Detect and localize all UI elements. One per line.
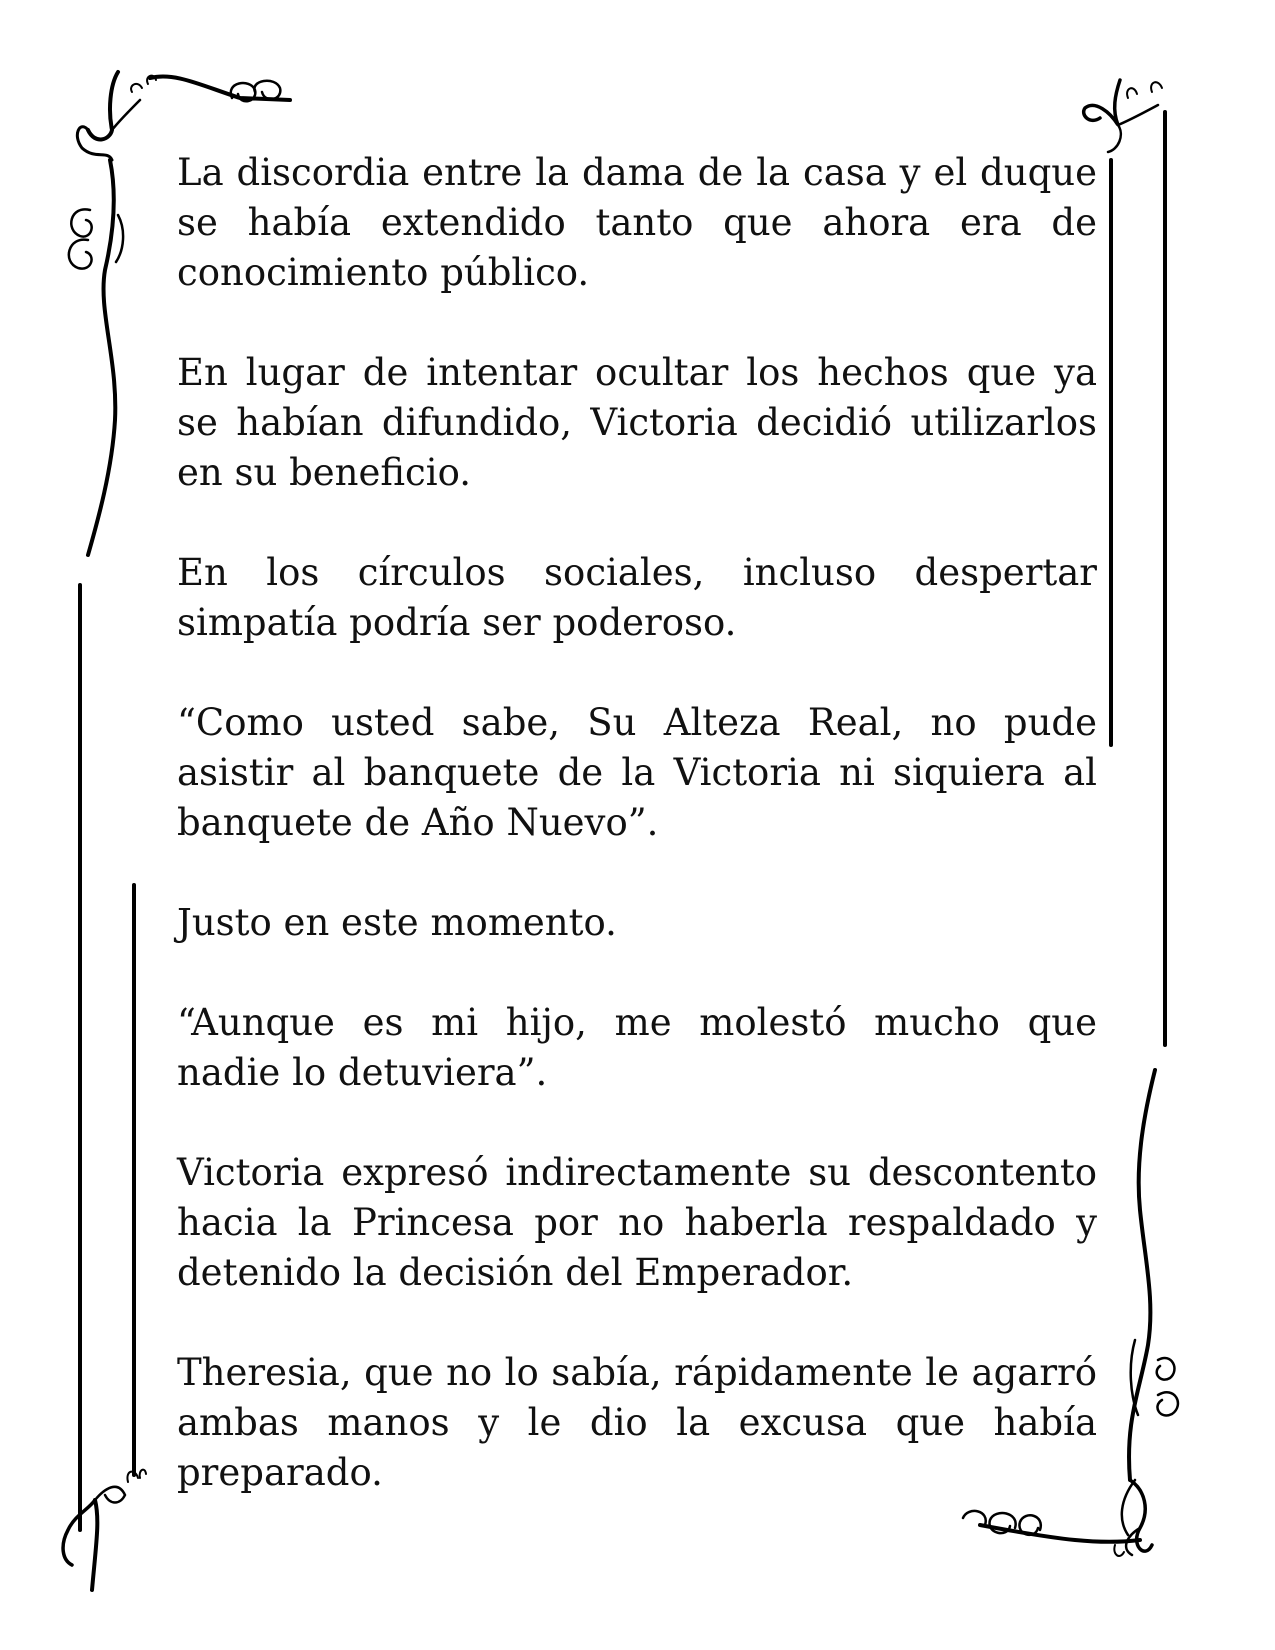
paragraph-1: La discordia entre la dama de la casa y el duque se había extendido tanto que ahora era de conocimiento público. bbox=[177, 151, 1097, 294]
paragraph-7: Victoria expresó indirectamente su descontento hacia la Princesa por no haberla respaldado y detenido la decisión del Emperador. bbox=[177, 1151, 1097, 1294]
paragraph-4: “Como usted sabe, Su Alteza Real, no pude asistir al banquete de la Victoria ni siquiera al banquete de Año Nuevo”. bbox=[177, 701, 1097, 844]
body-text bbox=[177, 148, 1097, 1548]
paragraph-6: “Aunque es mi hijo, me molestó mucho que nadie lo detuviera”. bbox=[177, 1001, 1097, 1094]
paragraph-8: Theresia, que no lo sabía, rápidamente le agarró ambas manos y le dio la excusa que había preparado. bbox=[177, 1351, 1097, 1494]
top-right-flourish-icon bbox=[1084, 80, 1162, 152]
bottom-left-flourish-icon bbox=[63, 1470, 146, 1590]
paragraph-5: Justo en este momento. bbox=[177, 901, 617, 944]
paragraph-2: En lugar de intentar ocultar los hechos que ya se habían difundido, Victoria decidió utilizarlos en su beneficio. bbox=[177, 351, 1097, 494]
paragraph-3: En los círculos sociales, incluso despertar simpatía podría ser poderoso. bbox=[177, 551, 1097, 644]
